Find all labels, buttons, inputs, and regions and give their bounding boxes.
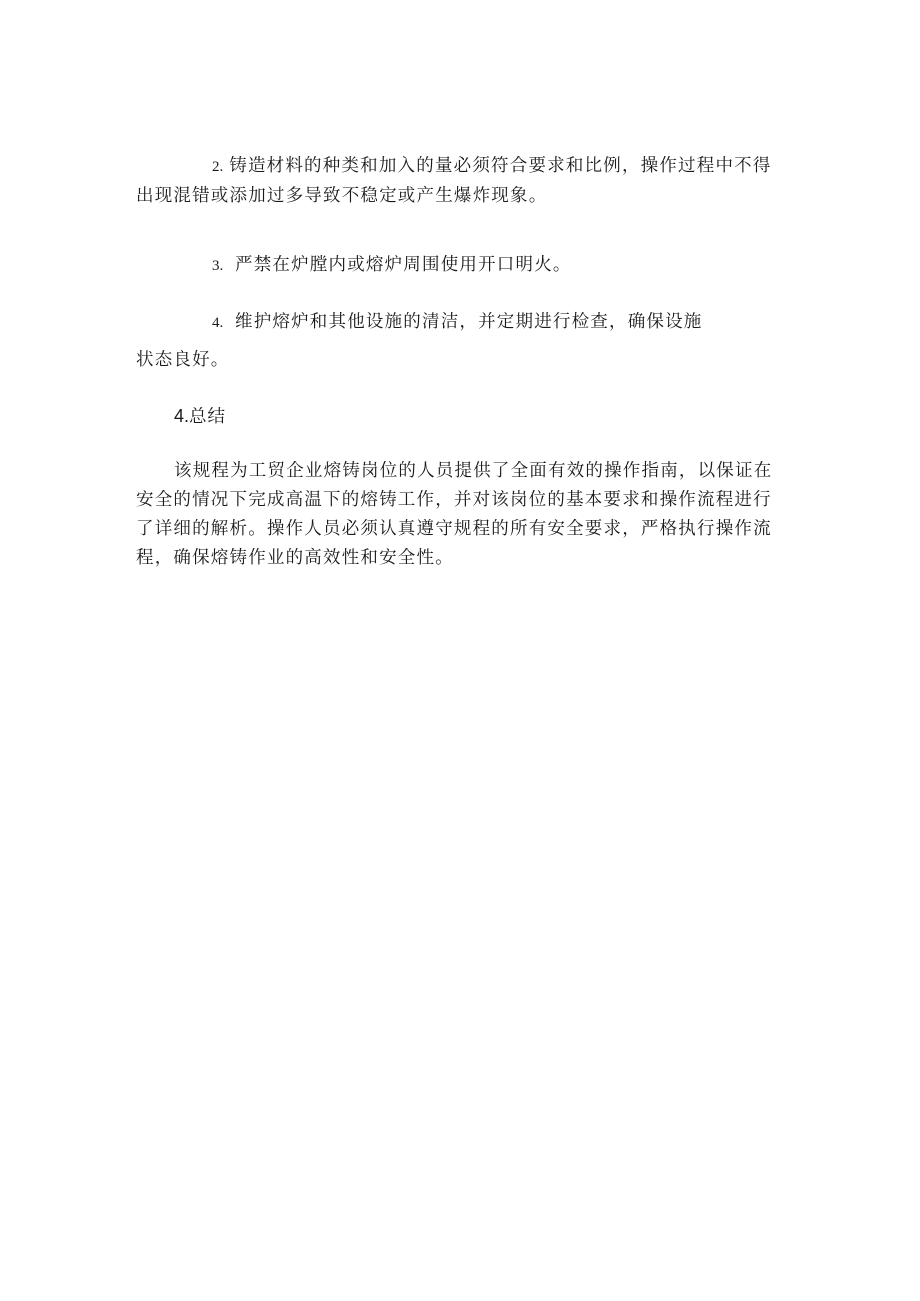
list-number: 2. (212, 159, 224, 175)
list-item-3 (136, 251, 780, 281)
list-item-text: 维护熔炉和其他设施的清洁，并定期进行检查，确保设施 (235, 312, 703, 332)
list-item-4 (136, 308, 780, 338)
section-title: 总结 (189, 407, 227, 427)
list-item-2 (136, 152, 780, 211)
section-heading (174, 402, 226, 432)
list-item-text: 铸造材料的种类和加入的量必须符合要求和比例，操作过程中不得出现混错或添加过多导致不稳定或产生爆炸现象。 (136, 156, 772, 206)
section-number: 4. (174, 406, 190, 426)
list-number: 4. (212, 315, 224, 331)
summary-paragraph: 该规程为工贸企业熔铸岗位的人员提供了全面有效的操作指南，以保证在安全的情况下完成高温下的熔铸工作，并对该岗位的基本要求和操作流程进行了详细的解析。操作人员必须认真遵守规程的所有安全要求，严格执行操作流程，确保熔铸作业的高效性和安全性。 (136, 461, 773, 568)
list-item-text: 状态良好。 (136, 350, 230, 370)
list-item-text: 严禁在炉膛内或熔炉周围使用开口明火。 (235, 255, 572, 275)
list-number: 3. (212, 258, 224, 274)
list-item-4-continuation (136, 346, 780, 375)
